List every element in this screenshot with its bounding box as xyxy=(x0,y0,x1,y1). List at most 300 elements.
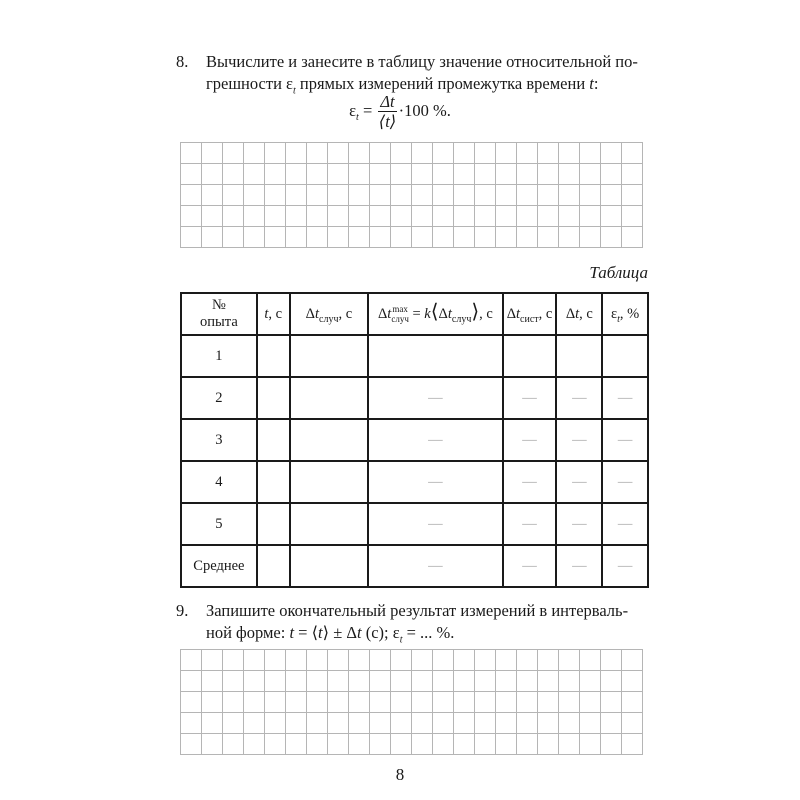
table-caption: Таблица xyxy=(589,263,648,282)
table-cell-empty[interactable] xyxy=(290,335,369,377)
grid-cell[interactable] xyxy=(286,206,307,227)
table-cell-empty[interactable] xyxy=(368,335,502,377)
grid-cell[interactable] xyxy=(601,671,622,692)
grid-cell[interactable] xyxy=(580,164,601,185)
header-delta: Δ xyxy=(506,305,517,322)
grid-cell[interactable] xyxy=(601,185,622,206)
grid-cell[interactable] xyxy=(412,671,433,692)
table-cell-empty[interactable] xyxy=(290,503,369,545)
header-sub: сист xyxy=(520,313,539,325)
page-number: 8 xyxy=(395,765,405,784)
table-cell-empty[interactable] xyxy=(257,377,290,419)
grid-cell[interactable] xyxy=(223,650,244,671)
header-eps: ε xyxy=(611,305,618,322)
grid-cell[interactable] xyxy=(349,734,370,755)
grid-cell[interactable] xyxy=(202,650,223,671)
grid-row xyxy=(181,713,643,734)
grid-cell[interactable] xyxy=(412,143,433,164)
header-dt-systematic xyxy=(503,293,557,335)
table-cell-dash: — xyxy=(556,461,602,503)
grid-cell[interactable] xyxy=(328,671,349,692)
table-cell-dash: — xyxy=(602,419,648,461)
grid-cell[interactable] xyxy=(181,692,202,713)
grid-cell[interactable] xyxy=(265,143,286,164)
grid-cell[interactable] xyxy=(433,734,454,755)
answer-grid-top[interactable] xyxy=(180,142,643,248)
grid-cell[interactable] xyxy=(412,185,433,206)
grid-cell[interactable] xyxy=(538,650,559,671)
grid-cell[interactable] xyxy=(391,206,412,227)
table-cell-dash: — xyxy=(368,461,502,503)
grid-cell[interactable] xyxy=(286,185,307,206)
grid-cell[interactable] xyxy=(517,185,538,206)
table-cell-dash: — xyxy=(368,419,502,461)
grid-cell[interactable] xyxy=(433,143,454,164)
grid-cell[interactable] xyxy=(622,692,643,713)
grid-cell[interactable] xyxy=(622,650,643,671)
grid-cell[interactable] xyxy=(559,692,580,713)
grid-cell[interactable] xyxy=(517,734,538,755)
grid-cell[interactable] xyxy=(433,206,454,227)
grid-row xyxy=(181,185,643,206)
grid-cell[interactable] xyxy=(244,734,265,755)
grid-cell[interactable] xyxy=(370,185,391,206)
table-row xyxy=(181,377,648,419)
grid-cell[interactable] xyxy=(475,734,496,755)
grid-cell[interactable] xyxy=(559,650,580,671)
grid-cell[interactable] xyxy=(391,650,412,671)
grid-cell[interactable] xyxy=(433,713,454,734)
grid-cell[interactable] xyxy=(265,185,286,206)
grid-cell[interactable] xyxy=(601,734,622,755)
table-cell-empty[interactable] xyxy=(290,461,369,503)
grid-cell[interactable] xyxy=(202,671,223,692)
grid-cell[interactable] xyxy=(454,671,475,692)
grid-cell[interactable] xyxy=(454,713,475,734)
grid-cell[interactable] xyxy=(496,185,517,206)
grid-cell[interactable] xyxy=(580,671,601,692)
table-cell-empty[interactable] xyxy=(290,545,369,587)
grid-cell[interactable] xyxy=(328,206,349,227)
grid-cell[interactable] xyxy=(601,650,622,671)
grid-cell[interactable] xyxy=(601,206,622,227)
grid-cell[interactable] xyxy=(601,143,622,164)
grid-cell[interactable] xyxy=(412,692,433,713)
table-cell-empty[interactable] xyxy=(503,335,557,377)
grid-cell[interactable] xyxy=(538,164,559,185)
grid-cell[interactable] xyxy=(370,734,391,755)
grid-cell[interactable] xyxy=(454,164,475,185)
task-text-line: Запишите окончательный результат измерений в интерваль- xyxy=(206,601,629,620)
grid-cell[interactable] xyxy=(307,671,328,692)
grid-cell[interactable] xyxy=(559,143,580,164)
grid-cell[interactable] xyxy=(622,143,643,164)
grid-cell[interactable] xyxy=(370,227,391,248)
grid-cell[interactable] xyxy=(454,227,475,248)
grid-cell[interactable] xyxy=(307,650,328,671)
grid-cell[interactable] xyxy=(181,206,202,227)
grid-cell[interactable] xyxy=(265,650,286,671)
grid-cell[interactable] xyxy=(286,164,307,185)
grid-cell[interactable] xyxy=(370,713,391,734)
grid-cell[interactable] xyxy=(349,692,370,713)
grid-cell[interactable] xyxy=(244,206,265,227)
grid-cell[interactable] xyxy=(370,671,391,692)
grid-cell[interactable] xyxy=(181,713,202,734)
epsilon: ε xyxy=(392,623,400,642)
grid-cell[interactable] xyxy=(580,692,601,713)
grid-cell[interactable] xyxy=(454,206,475,227)
grid-cell[interactable] xyxy=(223,227,244,248)
table-cell-empty[interactable] xyxy=(290,419,369,461)
table-cell-dash: — xyxy=(556,377,602,419)
grid-cell[interactable] xyxy=(202,143,223,164)
table-cell-empty[interactable] xyxy=(257,335,290,377)
grid-cell[interactable] xyxy=(286,692,307,713)
table-cell-empty[interactable] xyxy=(290,377,369,419)
grid-cell[interactable] xyxy=(328,185,349,206)
grid-cell[interactable] xyxy=(328,650,349,671)
grid-cell[interactable] xyxy=(622,713,643,734)
grid-cell[interactable] xyxy=(223,713,244,734)
task-text xyxy=(206,51,652,95)
grid-cell[interactable] xyxy=(475,692,496,713)
grid-cell[interactable] xyxy=(496,206,517,227)
answer-grid-bottom[interactable] xyxy=(180,649,643,755)
task-8 xyxy=(176,51,652,95)
grid-row xyxy=(181,650,643,671)
grid-cell[interactable] xyxy=(223,692,244,713)
table-cell-empty[interactable] xyxy=(257,545,290,587)
grid-cell[interactable] xyxy=(538,227,559,248)
header-sub: случ xyxy=(391,314,409,325)
grid-cell[interactable] xyxy=(580,143,601,164)
grid-cell[interactable] xyxy=(433,671,454,692)
grid-cell[interactable] xyxy=(370,650,391,671)
grid-cell[interactable] xyxy=(496,227,517,248)
variable-t: t xyxy=(289,623,295,642)
task-text-fragment: : xyxy=(593,74,599,93)
table-cell-empty[interactable] xyxy=(257,503,290,545)
grid-cell[interactable] xyxy=(265,713,286,734)
grid-cell[interactable] xyxy=(328,713,349,734)
grid-cell[interactable] xyxy=(370,692,391,713)
grid-cell[interactable] xyxy=(328,143,349,164)
grid-cell[interactable] xyxy=(244,164,265,185)
table-cell-dash: — xyxy=(556,419,602,461)
grid-cell[interactable] xyxy=(307,227,328,248)
grid-cell[interactable] xyxy=(454,692,475,713)
grid-cell[interactable] xyxy=(181,227,202,248)
row-label: Среднее xyxy=(181,545,257,587)
grid-cell[interactable] xyxy=(580,206,601,227)
grid-cell[interactable] xyxy=(328,164,349,185)
grid-cell[interactable] xyxy=(181,185,202,206)
formula-rhs: ·100 %. xyxy=(398,100,451,120)
grid-cell[interactable] xyxy=(349,185,370,206)
grid-cell[interactable] xyxy=(412,206,433,227)
grid-cell[interactable] xyxy=(517,164,538,185)
grid-cell[interactable] xyxy=(307,164,328,185)
grid-cell[interactable] xyxy=(454,143,475,164)
grid-cell[interactable] xyxy=(265,227,286,248)
grid-row xyxy=(181,164,643,185)
grid-cell[interactable] xyxy=(349,650,370,671)
grid-cell[interactable] xyxy=(496,671,517,692)
grid-cell[interactable] xyxy=(328,734,349,755)
grid-cell[interactable] xyxy=(538,143,559,164)
grid-cell[interactable] xyxy=(433,227,454,248)
grid-cell[interactable] xyxy=(349,206,370,227)
grid-cell[interactable] xyxy=(601,164,622,185)
grid-cell[interactable] xyxy=(601,692,622,713)
task-9 xyxy=(176,600,652,644)
table-cell-empty[interactable] xyxy=(257,461,290,503)
grid-cell[interactable] xyxy=(580,713,601,734)
grid-cell[interactable] xyxy=(286,671,307,692)
grid-cell[interactable] xyxy=(223,734,244,755)
formula-denominator: ⟨t⟩ xyxy=(378,112,397,131)
task-number: 9. xyxy=(176,601,189,620)
grid-cell[interactable] xyxy=(307,206,328,227)
grid-cell[interactable] xyxy=(370,164,391,185)
grid-row xyxy=(181,206,643,227)
grid-cell[interactable] xyxy=(559,671,580,692)
grid-cell[interactable] xyxy=(328,692,349,713)
task-number: 8. xyxy=(176,52,189,71)
grid-cell[interactable] xyxy=(580,185,601,206)
grid-cell[interactable] xyxy=(538,671,559,692)
grid-cell[interactable] xyxy=(286,650,307,671)
grid-cell[interactable] xyxy=(517,713,538,734)
grid-cell[interactable] xyxy=(391,164,412,185)
grid-cell[interactable] xyxy=(181,164,202,185)
grid-cell[interactable] xyxy=(475,185,496,206)
grid-cell[interactable] xyxy=(475,227,496,248)
grid-cell[interactable] xyxy=(307,185,328,206)
grid-cell[interactable] xyxy=(475,713,496,734)
grid-cell[interactable] xyxy=(496,164,517,185)
grid-cell[interactable] xyxy=(454,734,475,755)
grid-cell[interactable] xyxy=(580,734,601,755)
grid-cell[interactable] xyxy=(286,227,307,248)
grid-cell[interactable] xyxy=(538,206,559,227)
header-sub: t xyxy=(617,313,620,325)
grid-cell[interactable] xyxy=(538,185,559,206)
variable-t: t xyxy=(357,623,362,642)
grid-cell[interactable] xyxy=(412,164,433,185)
table-cell-dash: — xyxy=(503,377,557,419)
grid-cell[interactable] xyxy=(223,185,244,206)
row-label: 3 xyxy=(181,419,257,461)
header-text: опыта xyxy=(200,314,238,330)
grid-cell[interactable] xyxy=(517,692,538,713)
grid-cell[interactable] xyxy=(244,143,265,164)
grid-cell[interactable] xyxy=(349,713,370,734)
grid-cell[interactable] xyxy=(496,713,517,734)
header-trial-number xyxy=(181,293,257,335)
grid-cell[interactable] xyxy=(202,713,223,734)
grid-cell[interactable] xyxy=(391,671,412,692)
grid-cell[interactable] xyxy=(538,692,559,713)
grid-cell[interactable] xyxy=(517,206,538,227)
grid-cell[interactable] xyxy=(307,692,328,713)
header-unit: , с xyxy=(479,305,493,322)
table-cell-dash: — xyxy=(503,545,557,587)
row-label: 4 xyxy=(181,461,257,503)
grid-cell[interactable] xyxy=(517,671,538,692)
grid-cell[interactable] xyxy=(223,206,244,227)
header-unit: , с xyxy=(268,305,283,322)
grid-cell[interactable] xyxy=(559,164,580,185)
grid-cell[interactable] xyxy=(496,650,517,671)
grid-cell[interactable] xyxy=(496,734,517,755)
table-cell-empty[interactable] xyxy=(602,335,648,377)
table-cell-empty[interactable] xyxy=(556,335,602,377)
header-dt xyxy=(556,293,602,335)
grid-cell[interactable] xyxy=(433,650,454,671)
grid-cell[interactable] xyxy=(475,650,496,671)
grid-cell[interactable] xyxy=(244,671,265,692)
grid-cell[interactable] xyxy=(391,713,412,734)
grid-cell[interactable] xyxy=(601,713,622,734)
task-text-fragment: = ⟨ xyxy=(294,623,319,642)
grid-cell[interactable] xyxy=(391,692,412,713)
task-text xyxy=(206,600,652,644)
grid-cell[interactable] xyxy=(244,227,265,248)
grid-cell[interactable] xyxy=(412,734,433,755)
grid-cell[interactable] xyxy=(559,206,580,227)
grid-cell[interactable] xyxy=(244,692,265,713)
grid-cell[interactable] xyxy=(538,713,559,734)
table-cell-dash: — xyxy=(368,503,502,545)
header-var: t xyxy=(264,305,269,322)
grid-cell[interactable] xyxy=(559,227,580,248)
grid-cell[interactable] xyxy=(181,734,202,755)
grid-cell[interactable] xyxy=(307,734,328,755)
grid-cell[interactable] xyxy=(412,227,433,248)
table-cell-empty[interactable] xyxy=(257,419,290,461)
grid-cell[interactable] xyxy=(349,164,370,185)
grid-cell[interactable] xyxy=(433,692,454,713)
grid-cell[interactable] xyxy=(223,164,244,185)
grid-cell[interactable] xyxy=(517,650,538,671)
table-row xyxy=(181,419,648,461)
grid-cell[interactable] xyxy=(349,227,370,248)
grid-cell[interactable] xyxy=(538,734,559,755)
grid-cell[interactable] xyxy=(370,143,391,164)
grid-cell[interactable] xyxy=(265,206,286,227)
grid-cell[interactable] xyxy=(265,164,286,185)
grid-cell[interactable] xyxy=(265,734,286,755)
grid-cell[interactable] xyxy=(622,185,643,206)
grid-cell[interactable] xyxy=(307,143,328,164)
grid-cell[interactable] xyxy=(286,734,307,755)
grid-cell[interactable] xyxy=(412,650,433,671)
grid-cell[interactable] xyxy=(265,671,286,692)
grid-cell[interactable] xyxy=(580,650,601,671)
grid-cell[interactable] xyxy=(202,164,223,185)
grid-cell[interactable] xyxy=(181,143,202,164)
grid-cell[interactable] xyxy=(202,692,223,713)
grid-cell[interactable] xyxy=(475,671,496,692)
grid-cell[interactable] xyxy=(181,671,202,692)
grid-cell[interactable] xyxy=(349,143,370,164)
grid-row xyxy=(181,734,643,755)
grid-cell[interactable] xyxy=(202,227,223,248)
grid-cell[interactable] xyxy=(370,206,391,227)
epsilon: ε xyxy=(286,74,293,93)
grid-cell[interactable] xyxy=(601,227,622,248)
grid-cell[interactable] xyxy=(202,206,223,227)
grid-cell[interactable] xyxy=(433,185,454,206)
grid-cell[interactable] xyxy=(622,734,643,755)
grid-cell[interactable] xyxy=(244,650,265,671)
grid-cell[interactable] xyxy=(244,185,265,206)
grid-cell[interactable] xyxy=(475,164,496,185)
grid-cell[interactable] xyxy=(559,185,580,206)
grid-cell[interactable] xyxy=(391,143,412,164)
grid-cell[interactable] xyxy=(328,227,349,248)
grid-cell[interactable] xyxy=(622,227,643,248)
grid-cell[interactable] xyxy=(223,671,244,692)
grid-cell[interactable] xyxy=(244,713,265,734)
grid-cell[interactable] xyxy=(559,734,580,755)
grid-cell[interactable] xyxy=(433,164,454,185)
grid-cell[interactable] xyxy=(202,734,223,755)
grid-cell[interactable] xyxy=(580,227,601,248)
grid-cell[interactable] xyxy=(307,713,328,734)
header-sub: случ xyxy=(451,313,472,325)
task-text-line: Вычислите и занесите в таблицу значение относительной по- xyxy=(206,52,638,71)
grid-cell[interactable] xyxy=(475,206,496,227)
grid-cell[interactable] xyxy=(559,713,580,734)
grid-cell[interactable] xyxy=(391,227,412,248)
grid-cell[interactable] xyxy=(391,185,412,206)
grid-cell[interactable] xyxy=(349,671,370,692)
task-text-fragment: = ... %. xyxy=(402,623,455,642)
grid-cell[interactable] xyxy=(475,143,496,164)
header-unit: , с xyxy=(538,305,553,322)
grid-cell[interactable] xyxy=(202,185,223,206)
measurements-table xyxy=(180,292,649,588)
grid-cell[interactable] xyxy=(265,692,286,713)
grid-cell[interactable] xyxy=(181,650,202,671)
grid-cell[interactable] xyxy=(454,650,475,671)
row-label: 1 xyxy=(181,335,257,377)
grid-cell[interactable] xyxy=(517,143,538,164)
grid-cell[interactable] xyxy=(412,713,433,734)
header-dt-random-max xyxy=(368,293,502,335)
grid-cell[interactable] xyxy=(391,734,412,755)
grid-cell[interactable] xyxy=(622,206,643,227)
grid-cell[interactable] xyxy=(286,143,307,164)
header-k: k xyxy=(424,305,431,322)
grid-cell[interactable] xyxy=(496,692,517,713)
header-eq: = xyxy=(408,305,425,322)
header-delta: Δ xyxy=(438,305,448,322)
header-var: t xyxy=(516,305,521,322)
header-delta: Δ xyxy=(305,305,315,322)
grid-cell[interactable] xyxy=(622,164,643,185)
grid-cell[interactable] xyxy=(286,713,307,734)
header-var: t xyxy=(447,305,452,322)
grid-cell[interactable] xyxy=(496,143,517,164)
grid-cell[interactable] xyxy=(517,227,538,248)
grid-cell[interactable] xyxy=(454,185,475,206)
grid-cell[interactable] xyxy=(622,671,643,692)
grid-cell[interactable] xyxy=(223,143,244,164)
